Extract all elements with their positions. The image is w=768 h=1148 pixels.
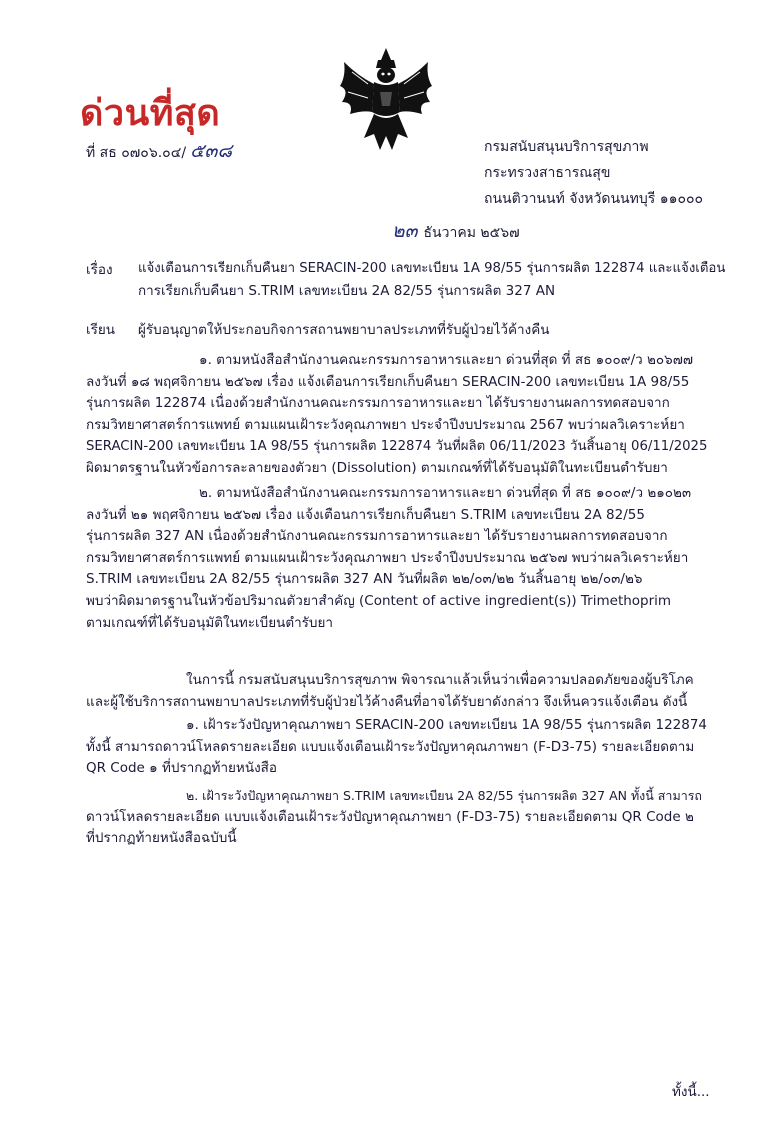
paragraph-line: ในการนี้ กรมสนับสนุนบริการสุขภาพ พิจารณาแล้วเห็นว่าเพื่อความปลอดภัยของผู้บริโภค	[186, 672, 694, 688]
paragraph-line: พบว่าผิดมาตรฐานในหัวข้อปริมาณตัวยาสำคัญ (Content of active ingredient(s)) Trimethoprim	[86, 592, 672, 609]
paragraph-3	[86, 670, 708, 713]
date-month-year: ธันวาคม ๒๕๖๗	[423, 225, 520, 241]
paragraph-1	[86, 350, 708, 480]
paragraph-line: ที่ปรากฏท้ายหนังสือฉบับนี้	[86, 830, 237, 847]
paragraph-line: ลงวันที่ ๑๘ พฤศจิกายน ๒๕๖๗ เรื่อง แจ้งเตือนการเรียกเก็บคืนยา SERACIN-200 เลขทะเบียน 1A 98/55	[86, 373, 690, 390]
urgency-stamp: ด่วนที่สุด	[80, 92, 221, 134]
action-item-1	[86, 715, 708, 780]
reference-prefix: ที่ สธ ๐๗๐๖.๐๔/	[86, 145, 187, 161]
garuda-emblem-icon	[334, 46, 438, 158]
sender-ministry: กระทรวงสาธารณสุข	[484, 165, 611, 181]
paragraph-line: ๒. ตามหนังสือสำนักงานคณะกรรมการอาหารและยา ด่วนที่สุด ที่ สธ ๑๐๐๙/ว ๒๑๐๒๓	[199, 485, 692, 501]
reference-number	[86, 136, 232, 166]
sender-department: กรมสนับสนุนบริการสุขภาพ	[484, 139, 649, 155]
recipient-text: ผู้รับอนุญาตให้ประกอบกิจการสถานพยาบาลประเภทที่รับผู้ป่วยไว้ค้างคืน	[138, 322, 550, 338]
date-day-handwritten: ๒๓	[392, 220, 418, 242]
paragraph-line: รุ่นการผลิต 122874 เนื่องด้วยสำนักงานคณะกรรมการอาหารและยา ได้รับรายงานผลการทดสอบจาก	[86, 395, 670, 412]
paragraph-line: S.TRIM เลขทะเบียน 2A 82/55 รุ่นการผลิต 327 AN วันที่ผลิต ๒๒/๐๓/๒๒ วันสิ้นอายุ ๒๒/๐๓/๒๖	[86, 571, 643, 588]
paragraph-line: ๒. เฝ้าระวังปัญหาคุณภาพยา S.TRIM เลขทะเบียน 2A 82/55 รุ่นการผลิต 327 AN ทั้งนี้ สามารถ	[186, 788, 702, 803]
paragraph-line: ๑. ตามหนังสือสำนักงานคณะกรรมการอาหารและยา ด่วนที่สุด ที่ สธ ๑๐๐๙/ว ๒๐๖๗๗	[199, 352, 694, 368]
recipient-label: เรียน	[86, 322, 116, 338]
sender-street: ถนนติวานนท์ จังหวัดนนทบุรี ๑๑๐๐๐	[484, 191, 704, 207]
subject-line: การเรียกเก็บคืนยา S.TRIM เลขทะเบียน 2A 82/55 รุ่นการผลิต 327 AN	[138, 283, 556, 299]
subject-text	[138, 258, 725, 302]
paragraph-line: SERACIN-200 เลขทะเบียน 1A 98/55 รุ่นการผลิต 122874 วันที่ผลิต 06/11/2023 วันสิ้นอายุ 06/11/2025	[86, 439, 708, 455]
paragraph-line: ทั้งนี้ สามารถดาวน์โหลดรายละเอียด แบบแจ้งเตือนเฝ้าระวังปัญหาคุณภาพยา (F-D3-75) รายละเอียดตาม	[86, 738, 695, 755]
paragraph-2	[86, 483, 708, 634]
paragraph-line: ๑. เฝ้าระวังปัญหาคุณภาพยา SERACIN-200 เลขทะเบียน 1A 98/55 รุ่นการผลิต 122874	[186, 717, 708, 733]
paragraph-line: ผิดมาตรฐานในหัวข้อการละลายของตัวยา (Dissolution) ตามเกณฑ์ที่ได้รับอนุมัติในทะเบียนตำรับยา	[86, 459, 668, 476]
continuation-marker: ทั้งนี้...	[672, 1084, 710, 1100]
document-date	[392, 216, 520, 246]
action-item-2	[86, 785, 708, 850]
paragraph-line: และผู้ใช้บริการสถานพยาบาลประเภทที่รับผู้ป่วยไว้ค้างคืนที่อาจได้รับยาดังกล่าว จึงเห็นควรแจ้งเตือน ดังนี้	[86, 693, 688, 710]
sender-address	[484, 134, 703, 212]
subject-line: แจ้งเตือนการเรียกเก็บคืนยา SERACIN-200 เลขทะเบียน 1A 98/55 รุ่นการผลิต 122874 และแจ้งเตือน	[138, 261, 726, 276]
paragraph-line: QR Code ๑ ที่ปรากฏท้ายหนังสือ	[86, 760, 278, 777]
paragraph-line: ดาวน์โหลดรายละเอียด แบบแจ้งเตือนเฝ้าระวังปัญหาคุณภาพยา (F-D3-75) รายละเอียดตาม QR Code ๒	[86, 808, 694, 825]
paragraph-line: รุ่นการผลิต 327 AN เนื่องด้วยสำนักงานคณะกรรมการอาหารและยา ได้รับรายงานผลการทดสอบจาก	[86, 528, 668, 545]
paragraph-line: ลงวันที่ ๒๑ พฤศจิกายน ๒๕๖๗ เรื่อง แจ้งเตือนการเรียกเก็บคืนยา S.TRIM เลขทะเบียน 2A 82/55	[86, 506, 645, 523]
paragraph-line: กรมวิทยาศาสตร์การแพทย์ ตามแผนเฝ้าระวังคุณภาพยา ประจำปีงบประมาณ 2567 พบว่าผลวิเคราะห์ยา	[86, 416, 685, 433]
paragraph-line: กรมวิทยาศาสตร์การแพทย์ ตามแผนเฝ้าระวังคุณภาพยา ประจำปีงบประมาณ ๒๕๖๗ พบว่าผลวิเคราะห์ยา	[86, 549, 689, 566]
reference-handwritten-number: ๕๓๘	[190, 140, 233, 162]
paragraph-line: ตามเกณฑ์ที่ได้รับอนุมัติในทะเบียนตำรับยา	[86, 614, 333, 631]
subject-label: เรื่อง	[86, 262, 113, 278]
